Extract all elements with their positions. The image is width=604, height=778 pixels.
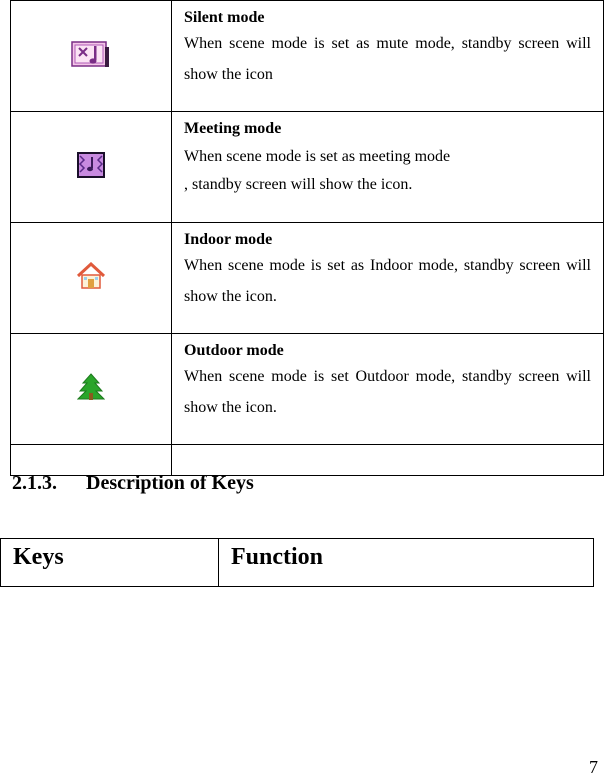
- mode-title: Indoor mode: [184, 231, 273, 248]
- mode-description: , standby screen will show the icon.: [184, 176, 413, 193]
- mode-description: When scene mode is set as meeting mode: [184, 148, 451, 165]
- icon-cell: [11, 1, 172, 112]
- table-row: [11, 445, 604, 476]
- keys-table: [0, 538, 594, 587]
- table-row: [11, 223, 604, 334]
- section-title: Description of Keys: [86, 472, 254, 494]
- mode-title: Outdoor mode: [184, 342, 284, 359]
- table-header-row: [1, 539, 594, 587]
- empty-cell: [11, 445, 172, 476]
- silent-mode-icon: [71, 39, 111, 74]
- section-heading: [12, 472, 254, 495]
- function-column-header: Function: [219, 539, 594, 587]
- section-number: 2.1.3.: [12, 472, 57, 494]
- page-number: 7: [589, 757, 598, 777]
- table-row: [11, 1, 604, 112]
- description-cell: [172, 112, 604, 223]
- indoor-mode-icon: [76, 262, 106, 295]
- description-cell: [172, 334, 604, 445]
- table-row: [11, 334, 604, 445]
- outdoor-mode-icon: [77, 373, 105, 406]
- table-row: [11, 112, 604, 223]
- mode-description: When scene mode is set as mute mode, standby screen will show the icon: [184, 35, 591, 83]
- mode-title: Silent mode: [184, 9, 265, 26]
- keys-column-header: Keys: [1, 539, 219, 587]
- meeting-mode-icon: [77, 152, 105, 183]
- description-cell: [172, 1, 604, 112]
- empty-cell: [172, 445, 604, 476]
- icon-cell: [11, 223, 172, 334]
- mode-title: Meeting mode: [184, 120, 282, 137]
- icon-cell: [11, 334, 172, 445]
- icon-cell: [11, 112, 172, 223]
- scene-mode-table: [10, 0, 604, 476]
- mode-description: When scene mode is set Outdoor mode, standby screen will show the icon.: [184, 368, 591, 416]
- mode-description: When scene mode is set as Indoor mode, standby screen will show the icon.: [184, 257, 591, 305]
- description-cell: [172, 223, 604, 334]
